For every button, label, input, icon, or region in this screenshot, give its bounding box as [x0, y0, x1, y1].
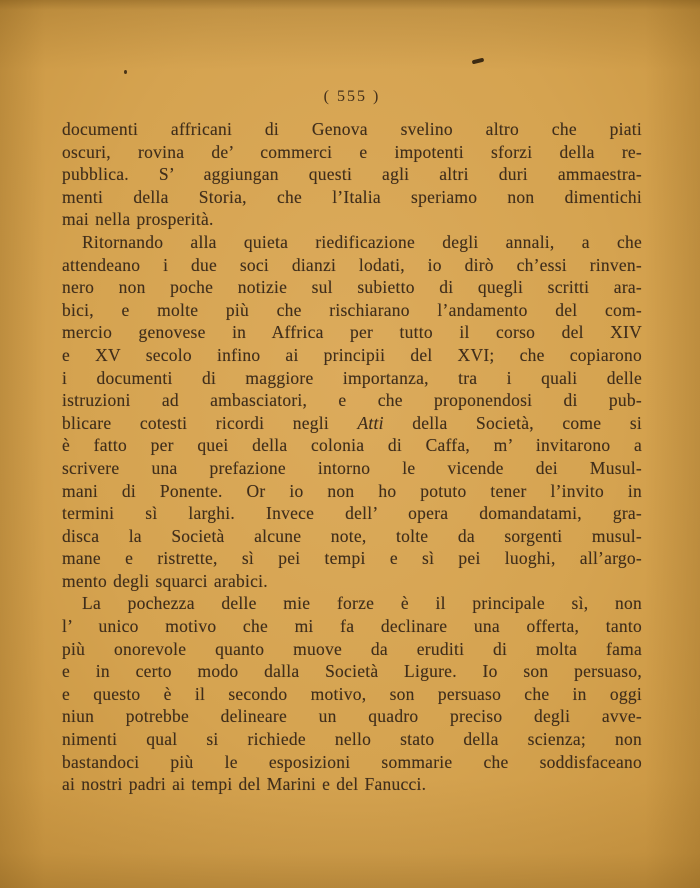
text-segment: attendeano i due soci dianzi lodati, io dirò ch’essi rinven- [62, 254, 642, 275]
text-segment: Ritornando alla quieta riedificazione degli annali, a che [82, 231, 642, 252]
text-line [62, 660, 642, 683]
page-number: ( 555 ) [323, 88, 381, 105]
text-block [62, 118, 642, 796]
text-segment: e in certo modo dalla Società Ligure. Io son persuaso, [62, 661, 642, 682]
text-segment: nimenti qual si richiede nello stato della scienza; non [62, 729, 642, 750]
text-segment: mercio genovese in Affrica per tutto il corso del XIV [62, 322, 642, 343]
text-line [62, 118, 642, 141]
paragraph [62, 592, 642, 795]
text-line [62, 547, 642, 570]
text-line [62, 502, 642, 525]
ink-speck [124, 70, 127, 74]
text-segment: blicare cotesti ricordi negli [62, 412, 358, 433]
paragraph [62, 118, 642, 231]
text-line [62, 276, 642, 299]
text-line [62, 367, 642, 390]
text-segment: termini sì larghi. Invece dell’ opera domandatami, gra- [62, 503, 642, 524]
text-segment: La pochezza delle mie forze è il principale sì, non [82, 593, 642, 614]
text-segment: mento degli squarci arabici. [62, 570, 268, 591]
text-segment: bici, e molte più che rischiarano l’andamento del com- [62, 299, 642, 320]
text-line [62, 299, 642, 322]
text-line [62, 321, 642, 344]
text-segment: nero non poche notizie sul subietto di quegli scritti ara- [62, 277, 642, 298]
text-line [62, 638, 642, 661]
text-segment: pubblica. S’ aggiungan questi agli altri duri ammaestra- [62, 164, 642, 185]
text-line [62, 389, 642, 412]
text-line [62, 141, 642, 164]
text-segment: menti della Storia, che l’Italia speriamo non dimentichi [62, 186, 642, 207]
text-segment: mai nella prosperità. [62, 209, 214, 230]
text-segment: l’ unico motivo che mi fa declinare una offerta, tanto [62, 616, 642, 637]
ink-mark [472, 58, 485, 65]
text-segment: e questo è il secondo motivo, son persuaso che in oggi [62, 683, 642, 704]
text-segment: i documenti di maggiore importanza, tra i quali delle [62, 367, 642, 388]
text-line [62, 683, 642, 706]
text-segment: mane e ristrette, sì pei tempi e sì pei luoghi, all’argo- [62, 548, 642, 569]
paragraph [62, 231, 642, 593]
text-line [62, 751, 642, 774]
italic-text: Atti [357, 412, 384, 433]
text-segment: scrivere una prefazione intorno le vicende dei Musul- [62, 457, 642, 478]
text-segment: della Società, come si [383, 412, 642, 433]
text-line [62, 457, 642, 480]
text-line [62, 480, 642, 503]
text-segment: documenti affricani di Genova svelino altro che piati [62, 119, 642, 139]
text-line [62, 412, 642, 435]
text-line [62, 728, 642, 751]
text-segment: istruzioni ad ambasciatori, e che proponendosi di pub- [62, 390, 642, 411]
text-segment: ai nostri padri ai tempi del Marini e del Fanucci. [62, 774, 427, 795]
text-segment: disca la Società alcune note, tolte da sorgenti musul- [62, 525, 642, 546]
text-segment: e XV secolo infino ai principii del XVI; che copiarono [62, 344, 642, 365]
text-line [62, 525, 642, 548]
text-line [62, 434, 642, 457]
text-line [62, 705, 642, 728]
text-line [62, 344, 642, 367]
text-segment: è fatto per quei della colonia di Caffa, m’ invitarono a [62, 435, 642, 456]
text-segment: oscuri, rovina de’ commerci e impotenti sforzi della re- [62, 141, 642, 162]
text-line [62, 615, 642, 638]
text-line [62, 163, 642, 186]
text-line [62, 186, 642, 209]
text-line [62, 773, 642, 796]
text-segment: bastandoci più le esposizioni sommarie che soddisfaceano [62, 751, 642, 772]
text-segment: più onorevole quanto muove da eruditi di molta fama [62, 638, 642, 659]
text-line [62, 208, 642, 231]
text-line [62, 570, 642, 593]
text-line [62, 592, 642, 615]
text-segment: niun potrebbe delineare un quadro preciso degli avve- [62, 706, 642, 727]
text-line [62, 254, 642, 277]
text-segment: mani di Ponente. Or io non ho potuto tener l’invito in [62, 480, 642, 501]
text-line [62, 231, 642, 254]
